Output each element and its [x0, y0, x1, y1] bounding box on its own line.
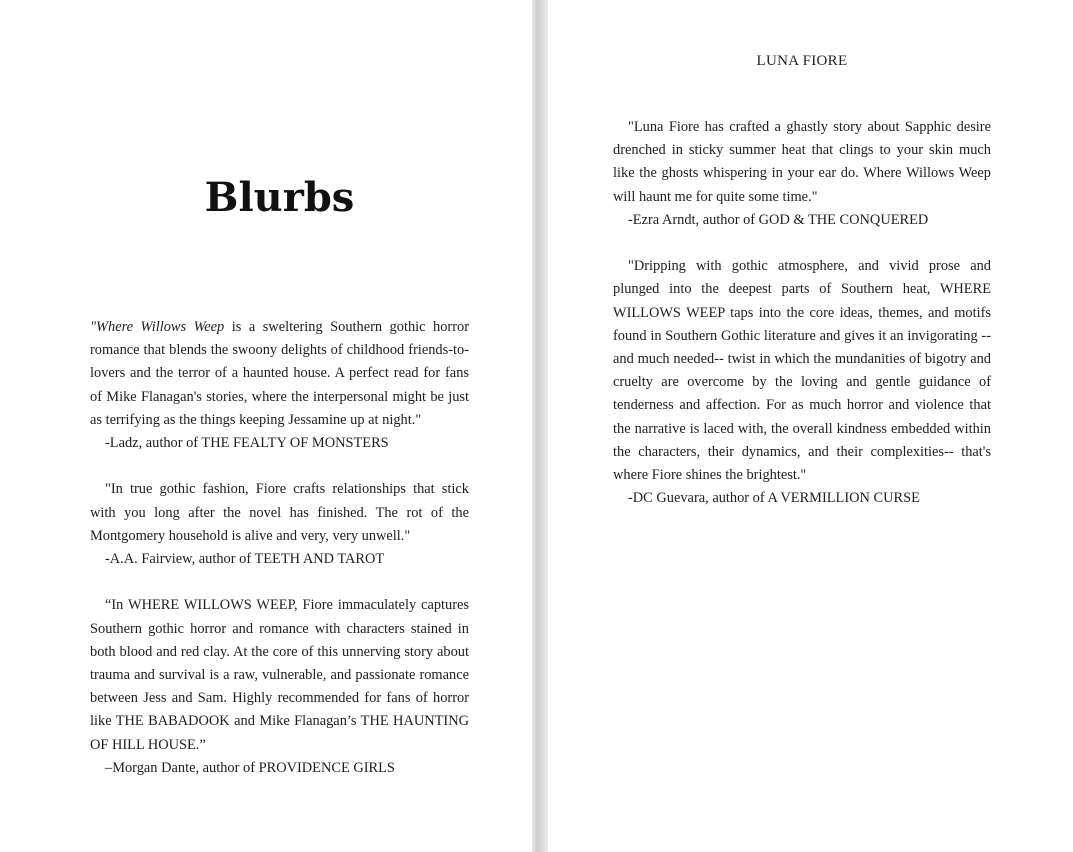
left-page — [0, 0, 532, 852]
book-title: "Where Willows Weep — [90, 319, 225, 335]
blurb-text: "Luna Fiore has crafted a ghastly story about Sapphic desire drenched in sticky summer heat that clings to your skin much like the ghosts whispering in your ear do. Where Willows Weep will haunt me for quite some time." — [613, 119, 991, 205]
book-gutter — [532, 0, 548, 852]
blurb-attribution: -DC Guevara, author of A VERMILLION CURSE — [628, 490, 920, 507]
blurbs-right — [613, 116, 991, 510]
blurb-text — [90, 316, 469, 432]
running-header: LUNA FIORE — [756, 53, 848, 69]
blurbs-left — [90, 316, 469, 780]
page-title: Blurbs — [204, 174, 355, 221]
blurb-text: "Dripping with gothic atmosphere, and vivid prose and plunged into the deepest parts of Southern heat, WHERE WILLOWS WEEP taps into the core ideas, themes, and motifs found in Southern Gothic literature and gives it an invigorating -- and much needed-- twist in which the mundanities of bigotry and cruelty are overcome by the loving and gentle guidance of tenderness and affection. For as much horror and violence that the narrative is laced with, the overall kindness embedded within the characters, their dynamics, and their complexities-- that's where Fiore shines the brightest." — [613, 258, 991, 484]
blurb-body: is a sweltering Southern gothic horror romance that blends the swoony delights of childhood friends-to-lovers and the terror of a haunted house. A perfect read for fans of Mike Flanagan's stories, where the interpersonal might be just as terrifying as the things keeping Jessamine up at night." — [90, 319, 469, 428]
blurb-text: "In true gothic fashion, Fiore crafts relationships that stick with you long after the novel has finished. The rot of the Montgomery household is alive and very, very unwell." — [90, 481, 469, 544]
blurb-attribution: -A.A. Fairview, author of TEETH AND TAROT — [105, 551, 385, 568]
blurb-attribution: –Morgan Dante, author of PROVIDENCE GIRLS — [105, 759, 395, 776]
blurb-attribution: -Ezra Arndt, author of GOD & THE CONQUERED — [628, 211, 929, 228]
blurb-attribution: -Ladz, author of THE FEALTY OF MONSTERS — [105, 435, 389, 452]
blurb-text: “In WHERE WILLOWS WEEP, Fiore immaculately captures Southern gothic horror and romance with characters stained in both blood and red clay. At the core of this unnerving story about trauma and survival is a raw, vulnerable, and passionate romance between Jess and Sam. Highly recommended for fans of horror like THE BABADOOK and Mike Flanagan’s THE HAUNTING OF HILL HOUSE.” — [90, 597, 469, 753]
